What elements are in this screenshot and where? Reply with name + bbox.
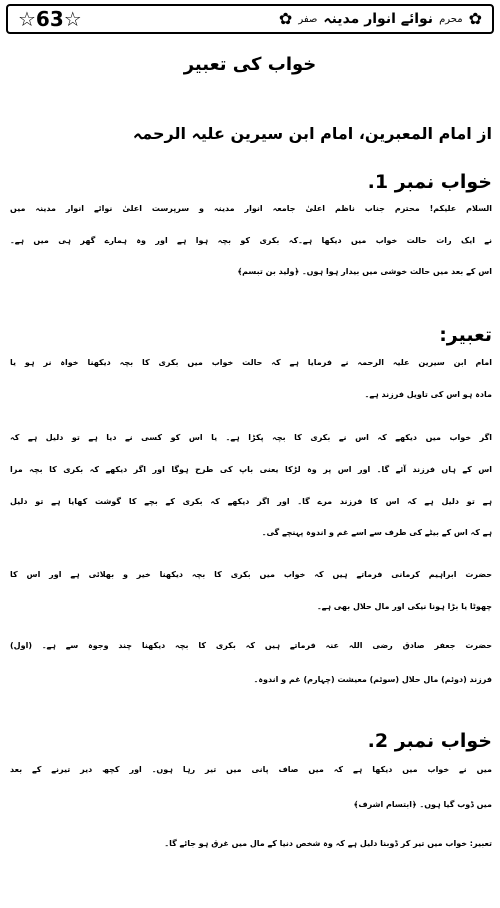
interpretation-line: مادہ ہو اس کی تاویل فرزند ہے۔ (364, 390, 492, 399)
dream-1-line: اس کے بعد میں حالت خوشی میں بیدار ہوا ہوں۔ ﴿ولید بن تبسم﴾ (237, 267, 492, 276)
dream-1-heading: خواب نمبر 1. (367, 171, 492, 193)
page-number: ☆63☆ (18, 7, 82, 31)
interpretation-line: اس کے ہاں فرزند آئے گا۔ اور اس پر وہ لڑکا یعنی باپ کی طرح ہوگا اور اگر دیکھے کہ بکری کا بچہ مرا (10, 465, 492, 474)
page-title: خواب کی تعبیر (183, 54, 317, 75)
dream-2-line: میں نے خواب میں دیکھا ہے کہ میں صاف پانی میں تیر رہا ہوں۔ اور کچھ دیر تیرنے کے بعد (10, 765, 492, 774)
dream-1-line: السلام علیکم! محترم جناب ناظم اعلیٰ جامعہ انوار مدینہ و سرپرست اعلیٰ نوائے انوار مدینہ میں (10, 204, 492, 213)
interpretation-line: اگر خواب میں دیکھے کہ اس نے بکری کا بچہ پکڑا ہے۔ یا اس کو کسی نے دیا ہے تو دلیل ہے کہ (10, 433, 492, 442)
interpretation-line: ہے تو دلیل ہے کہ اس کا فرزند مرے گا۔ اور اگر دیکھے کہ بکری کے بچے کا گوشت کھایا ہے تو دلیل (10, 497, 493, 506)
interpretation-line: ہے کہ اس کے بیٹے کی طرف سے اسے غم و اندوہ پہنچے گی۔ (261, 528, 492, 537)
flower-ornament-icon: ✿ (468, 9, 482, 28)
interpretation-line: امام ابن سیرین علیہ الرحمہ نے فرمایا ہے کہ حالت خواب میں بکری کا بچہ دیکھنا خواہ نر ہو یا (10, 358, 492, 367)
interpretation-line: حضرت جعفر صادق رضی اللہ عنہ فرماتے ہیں کہ بکری کا بچہ دیکھنا چند وجوہ سے ہے۔ (اول) (10, 641, 492, 650)
magazine-name: نوائے انوار مدینہ (323, 11, 434, 27)
dream-1-line: نے ایک رات حالت خواب میں دیکھا ہے۔کہ بکری کو بچہ ہوا ہے اور وہ ہمارے گھر ہی میں ہے۔ (10, 236, 492, 245)
dream-2-line: میں ڈوب گیا ہوں۔ ﴿ابتسام اشرف﴾ (353, 800, 492, 809)
interpretation-2-line: تعبیر: خواب میں تیر کر ڈوبنا دلیل ہے کہ وہ شخص دنیا کے مال میں غرق ہو جائے گا۔ (164, 839, 492, 848)
page-header (6, 4, 494, 34)
magazine-month-start: محرم (439, 13, 463, 25)
interpretation-1-heading: تعبیر: (439, 324, 492, 346)
interpretation-line: فرزند (دوئم) مال حلال (سوئم) معیشت (چہارم) غم و اندوہ۔ (253, 675, 492, 684)
interpretation-line: حضرت ابراہیم کرمانی فرماتے ہیں کہ خواب میں بکری کا بچہ دیکھنا خیر و بھلائی ہے اور اس کا (10, 570, 493, 579)
interpretation-line: چھوٹا یا بڑا ہونا نیکی اور مال حلال بھی ہے۔ (316, 602, 492, 611)
flower-ornament-icon: ✿ (278, 9, 293, 28)
magazine-month-end: صفر (298, 13, 318, 25)
dream-2-heading: خواب نمبر 2. (367, 730, 492, 752)
author-line: از امام المعبرین، امام ابن سیرین علیہ الرحمہ (132, 124, 492, 143)
magazine-masthead (279, 11, 482, 27)
